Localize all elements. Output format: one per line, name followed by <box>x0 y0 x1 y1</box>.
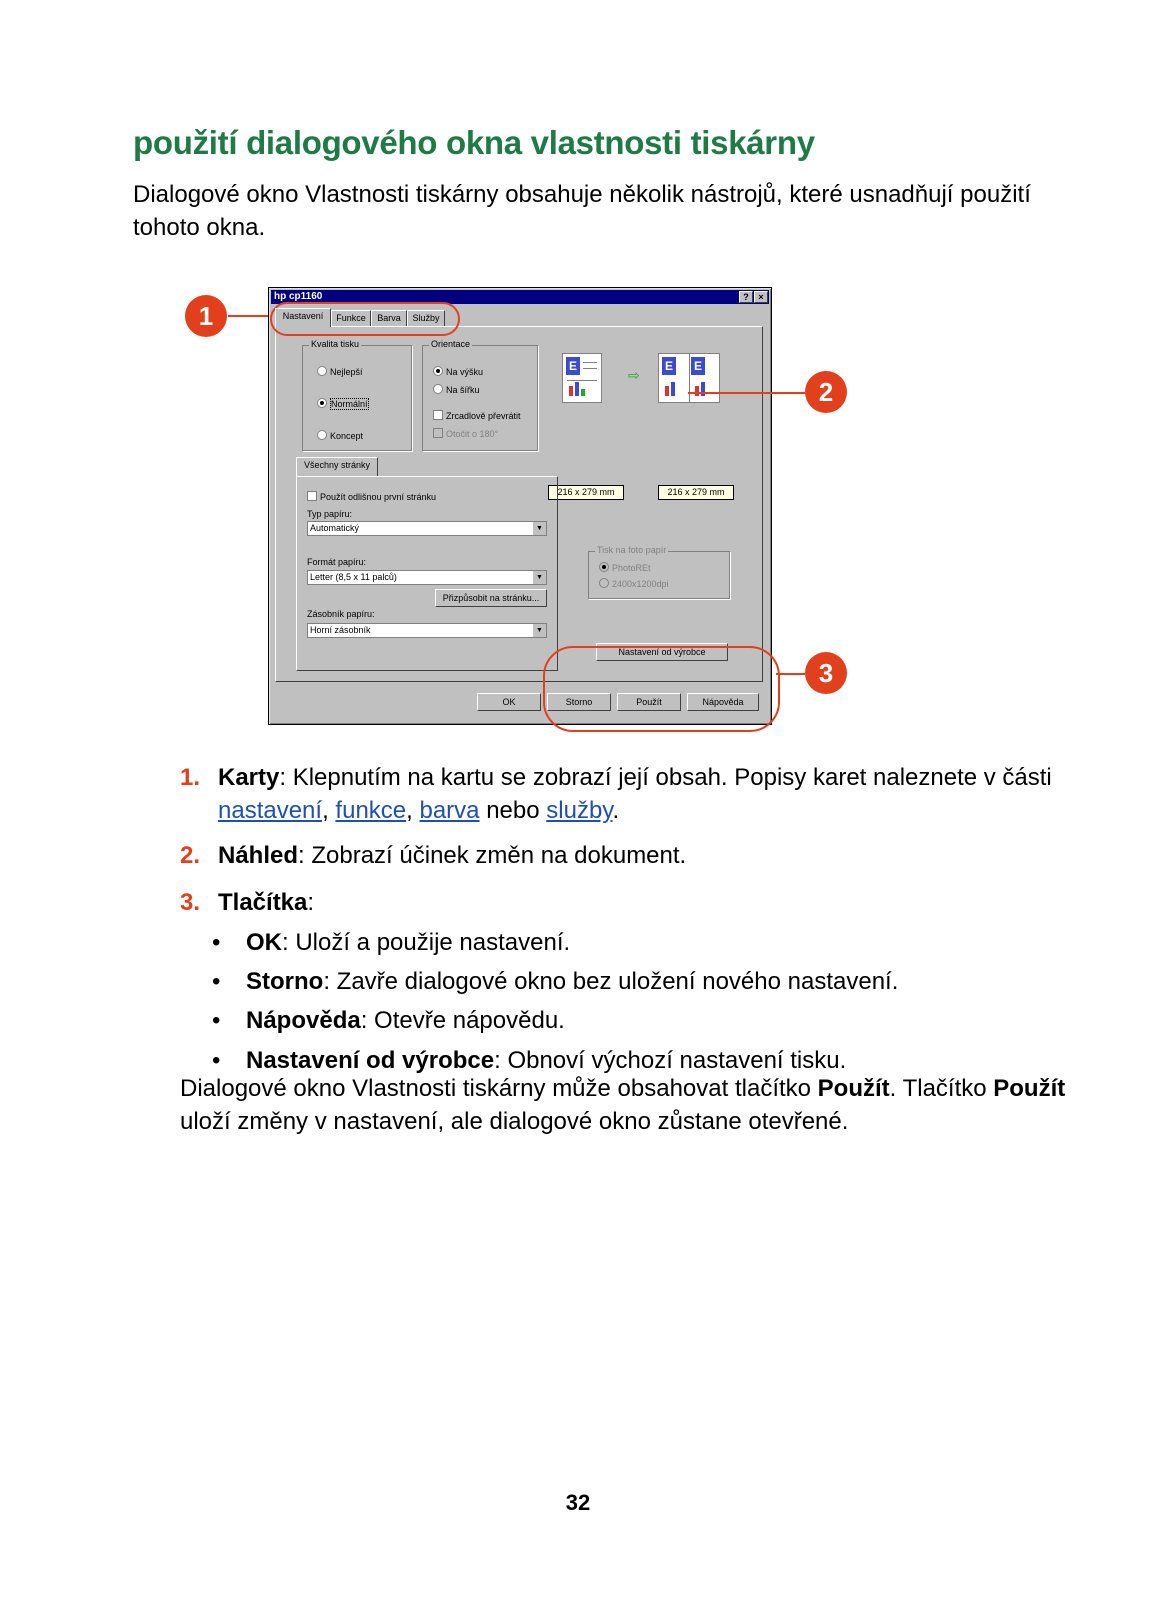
mirror-checkbox[interactable]: Zrcadlově převrátit <box>433 410 521 421</box>
cancel-button[interactable]: Storno <box>547 693 611 711</box>
paper-tray-select[interactable]: Horní zásobník ▼ <box>307 623 547 638</box>
all-pages-panel <box>296 476 558 671</box>
callout-3: 3 <box>805 652 847 694</box>
chevron-down-icon: ▼ <box>532 522 546 535</box>
photo-legend: Tisk na foto papír <box>597 545 667 555</box>
callout-2: 2 <box>805 371 847 413</box>
page-number: 32 <box>565 1490 591 1515</box>
quality-best-radio[interactable]: Nejlepší <box>317 366 363 377</box>
quality-draft-radio[interactable]: Koncept <box>317 430 363 441</box>
quality-normal-radio[interactable]: Normální <box>317 398 369 409</box>
help-button[interactable]: Nápověda <box>687 693 759 711</box>
paper-size-select[interactable]: Letter (8,5 x 11 palců) ▼ <box>307 570 547 585</box>
ok-button[interactable]: OK <box>477 693 541 711</box>
intro-paragraph: Dialogové okno Vlastnosti tiskárny obsahuje několik nástrojů, které usnadňují použití tohoto okna. <box>133 181 1031 241</box>
paper-type-label: Typ papíru: <box>307 509 353 519</box>
dpi-radio[interactable]: 2400x1200dpi <box>599 578 669 589</box>
preview-size-after: 216 x 279 mm <box>658 485 734 500</box>
rotate-checkbox[interactable]: Otočit o 180° <box>433 428 498 439</box>
dialog-title: hp cp1160 <box>274 291 323 302</box>
tab-barva[interactable]: Barva <box>371 310 407 326</box>
tab-all-pages[interactable]: Všechny stránky <box>296 457 378 476</box>
landscape-radio[interactable]: Na šířku <box>433 384 480 395</box>
chevron-down-icon: ▼ <box>532 624 546 637</box>
outro-paragraph: Dialogové okno Vlastnosti tiskárny může obsahovat tlačítko Použít. Tlačítko Použít uloží změny v nastavení, ale dialogové okno zůstane otevřené. <box>180 1075 1066 1135</box>
apply-button[interactable]: Použít <box>617 693 681 711</box>
bullet-storno: • Storno: Zavře dialogové okno bez uložení nového nastavení. <box>212 968 899 995</box>
fit-to-page-button[interactable]: Přizpůsobit na stránku... <box>435 589 547 607</box>
callout-1: 1 <box>185 295 227 337</box>
bullet-defaults: • Nastavení od výrobce: Obnoví výchozí nastavení tisku. <box>212 1047 847 1074</box>
page-title: použití dialogového okna vlastnosti tiskárny <box>133 124 815 161</box>
callout-3-highlight <box>543 646 780 732</box>
photo-group <box>588 545 730 599</box>
close-icon[interactable]: × <box>754 291 768 303</box>
link-nastaveni[interactable]: nastavení <box>218 797 323 824</box>
preview-page-before: E <box>562 353 602 403</box>
orientation-group <box>422 339 538 451</box>
link-barva[interactable]: barva <box>419 797 480 824</box>
chevron-down-icon: ▼ <box>532 571 546 584</box>
callout-3-line <box>776 673 805 675</box>
bullet-napoveda: • Nápověda: Otevře nápovědu. <box>212 1007 565 1034</box>
preview-page-after: E E <box>658 353 720 403</box>
tab-sluzby[interactable]: Služby <box>407 310 445 326</box>
tab-sheet <box>275 326 763 682</box>
callout-1-line <box>228 315 268 317</box>
bullet-ok: • OK: Uloží a použije nastavení. <box>212 929 571 956</box>
list-item-3: 3. Tlačítka: <box>180 889 315 916</box>
photoret-radio[interactable]: PhotoREt <box>599 562 651 573</box>
callout-2-line <box>688 392 805 394</box>
tab-nastaveni[interactable]: Nastavení <box>275 308 331 327</box>
link-sluzby[interactable]: služby <box>546 797 613 824</box>
first-page-checkbox[interactable]: Použít odlišnou první stránku <box>307 491 436 502</box>
list-item-1: 1. Karty: Klepnutím na kartu se zobrazí její obsah. Popisy karet naleznete v části nastavení, funkce, barva nebo služby. <box>180 764 1052 824</box>
list-item-2: 2. Náhled: Zobrazí účinek změn na dokument. <box>180 842 687 869</box>
preview-size-before: 216 x 279 mm <box>548 485 624 500</box>
help-icon[interactable]: ? <box>739 291 753 303</box>
arrow-right-icon: ⇨ <box>628 367 640 383</box>
paper-size-label: Formát papíru: <box>307 557 367 567</box>
quality-group <box>302 339 412 451</box>
tray-label: Zásobník papíru: <box>307 609 375 619</box>
orientation-legend: Orientace <box>431 339 471 349</box>
link-funkce[interactable]: funkce <box>335 797 407 824</box>
quality-legend: Kvalita tisku <box>311 339 360 349</box>
paper-type-select[interactable]: Automatický ▼ <box>307 521 547 536</box>
factory-defaults-button[interactable]: Nastavení od výrobce <box>596 643 728 661</box>
portrait-radio[interactable]: Na výšku <box>433 366 483 377</box>
tab-funkce[interactable]: Funkce <box>331 310 371 326</box>
